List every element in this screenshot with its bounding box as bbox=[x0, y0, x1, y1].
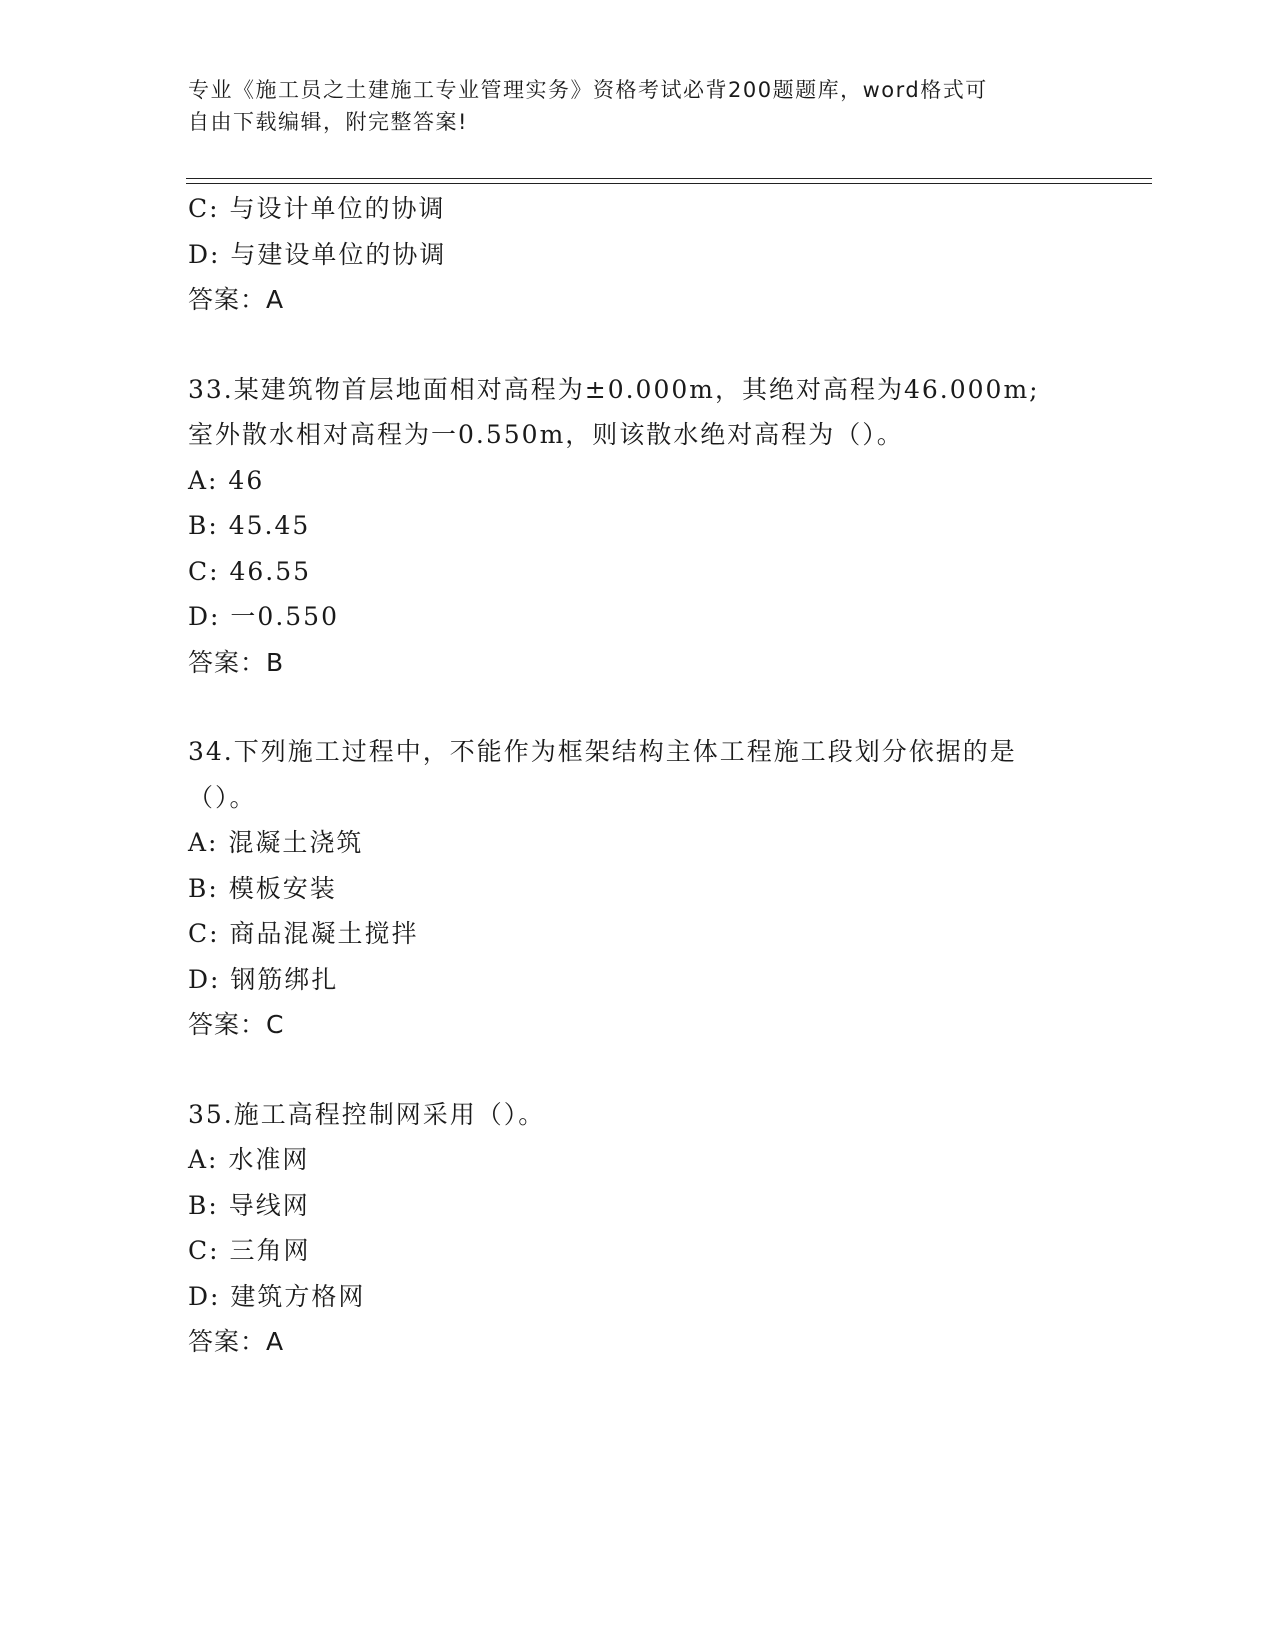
option-d: D: 与建设单位的协调 bbox=[188, 239, 447, 269]
option-a: A: 46 bbox=[188, 465, 265, 495]
question-stem: 35.施工高程控制网采用（）。 bbox=[188, 1099, 546, 1129]
option-c: C: 三角网 bbox=[188, 1236, 311, 1265]
header-title-line-2: 自由下载编辑，附完整答案! bbox=[188, 110, 468, 134]
option-c: C: 商品混凝土搅拌 bbox=[188, 919, 419, 948]
question-stem-continued: （）。 bbox=[188, 782, 257, 812]
document-header bbox=[188, 74, 1088, 138]
spacer bbox=[188, 1048, 1088, 1092]
option-b: B: 导线网 bbox=[188, 1190, 310, 1220]
header-divider-top bbox=[186, 178, 1152, 179]
question-stem: 34.下列施工过程中，不能作为框架结构主体工程施工段划分依据的是 bbox=[188, 737, 1017, 766]
answer-line: 答案：B bbox=[188, 647, 285, 677]
option-c: C: 与设计单位的协调 bbox=[188, 194, 446, 223]
option-c: C: 46.55 bbox=[188, 556, 312, 586]
option-d: D: 一0.550 bbox=[188, 602, 339, 631]
answer-line: 答案：A bbox=[188, 285, 285, 314]
header-divider-bottom bbox=[186, 183, 1152, 184]
answer-line: 答案：C bbox=[188, 1010, 285, 1039]
spacer bbox=[188, 685, 1088, 729]
question-block-35 bbox=[188, 1092, 1088, 1365]
option-b: B: 45.45 bbox=[188, 511, 311, 540]
answer-line: 答案：A bbox=[188, 1327, 285, 1356]
option-b: B: 模板安装 bbox=[188, 873, 337, 903]
question-stem: 33.某建筑物首层地面相对高程为±0.000m，其绝对高程为46.000m; bbox=[188, 374, 1040, 404]
question-block-32 bbox=[188, 186, 1088, 323]
header-title-line-1: 专业《施工员之土建施工专业管理实务》资格考试必背200题题库，word格式可 bbox=[188, 78, 988, 102]
question-block-34 bbox=[188, 729, 1088, 1048]
document-body bbox=[188, 186, 1088, 1365]
option-d: D: 建筑方格网 bbox=[188, 1281, 366, 1311]
option-a: A: 水准网 bbox=[188, 1145, 310, 1174]
option-d: D: 钢筋绑扎 bbox=[188, 964, 339, 994]
option-a: A: 混凝土浇筑 bbox=[188, 828, 364, 857]
question-stem-continued: 室外散水相对高程为一0.550m，则该散水绝对高程为（）。 bbox=[188, 420, 904, 449]
question-block-33 bbox=[188, 367, 1088, 686]
spacer bbox=[188, 323, 1088, 367]
